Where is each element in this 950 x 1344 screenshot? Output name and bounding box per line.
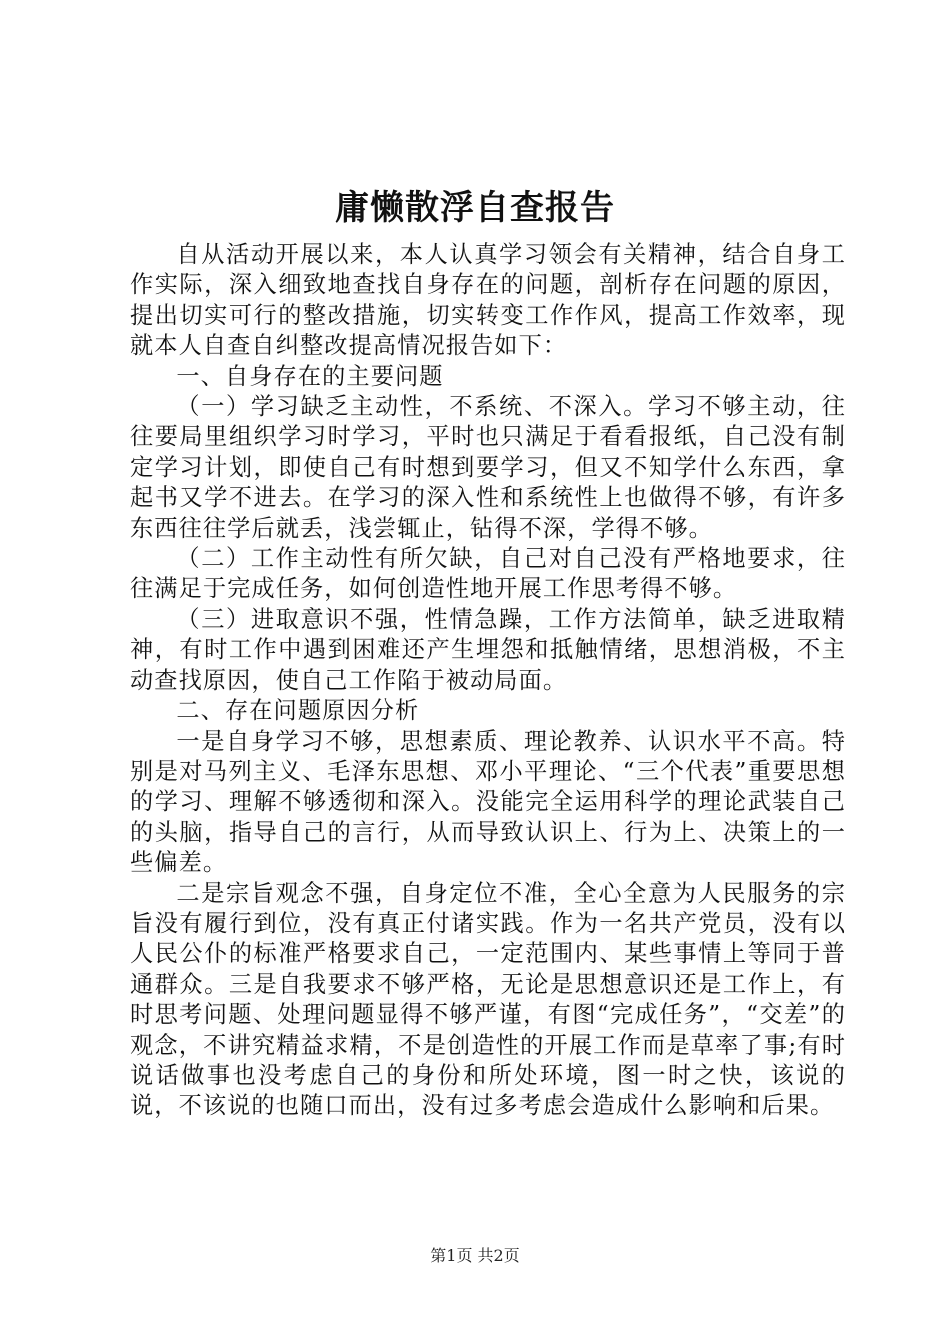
- document-title: 庸懒散浮自查报告: [335, 188, 615, 228]
- paragraph-problem-1: （一）学习缺乏主动性，不系统、不深入。学习不够主动，往往要局里组织学习时学习，平时也只满足于看看报纸，自己没有制定学习计划，即使自己有时想到要学习，但又不知学什么东西，拿起书又学不进去。在学习的深入性和系统性上也做得不够，有许多东西往往学后就丢，浅尝辄止，钻得不深，学得不够。: [130, 393, 846, 542]
- page-number-footer: 第1页 共2页: [430, 1246, 520, 1265]
- heading-main-problems: 一、自身存在的主要问题: [176, 362, 444, 390]
- heading-cause-analysis: 二、存在问题原因分析: [176, 697, 420, 725]
- paragraph-cause-2: 二是宗旨观念不强，自身定位不准，全心全意为人民服务的宗旨没有履行到位，没有真正付诸实践。作为一名共产党员，没有以人民公仆的标准严格要求自己，一定范围内、某些事情上等同于普通群众。三是自我要求不够严格，无论是思想意识还是工作上，有时思考问题、处理问题显得不够严谨，有图“完成任务”，“交差”的观念，不讲究精益求精，不是创造性的开展工作而是草率了事;有时说话做事也没考虑自己的身份和所处环境，图一时之快，该说的说，不该说的也随口而出，没有过多考虑会造成什么影响和后果。: [130, 879, 846, 1120]
- document-body: [130, 240, 846, 1122]
- paragraph-intro: 自从活动开展以来，本人认真学习领会有关精神，结合自身工作实际，深入细致地查找自身存在的问题，剖析存在问题的原因，提出切实可行的整改措施，切实转变工作作风，提高工作效率，现就本人自查自纠整改提高情况报告如下：: [130, 241, 846, 360]
- paragraph-problem-2: （二）工作主动性有所欠缺，自己对自己没有严格地要求，往往满足于完成任务，如何创造性地开展工作思考得不够。: [130, 545, 846, 603]
- paragraph-cause-1: 一是自身学习不够，思想素质、理论教养、认识水平不高。特别是对马列主义、毛泽东思想、邓小平理论、“三个代表”重要思想的学习、理解不够透彻和深入。没能完全运用科学的理论武装自己的头脑，指导自己的言行，从而导致认识上、行为上、决策上的一些偏差。: [130, 727, 846, 877]
- paragraph-problem-3: （三）进取意识不强，性情急躁，工作方法简单，缺乏进取精神，有时工作中遇到困难还产生埋怨和抵触情绪，思想消极，不主动查找原因，使自己工作陷于被动局面。: [130, 605, 846, 694]
